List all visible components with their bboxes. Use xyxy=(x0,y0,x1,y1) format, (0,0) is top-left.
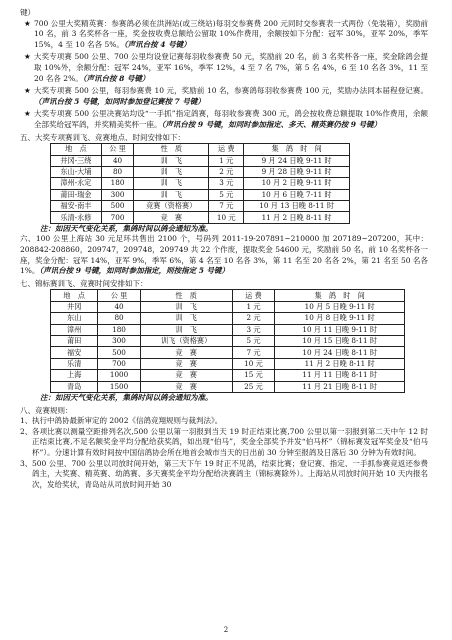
schedule-table-1 xyxy=(50,143,350,224)
table-row xyxy=(51,335,405,346)
table-cell: 10 月 13 日晚 8-11 时 xyxy=(244,201,350,212)
table-cell: 井冈 xyxy=(51,301,98,312)
table-cell: 11 月 2 日晚 8-11 时 xyxy=(244,212,350,223)
table-cell: 11 月 21 日晚 8-11 时 xyxy=(275,381,405,392)
table-cell: 莆田 xyxy=(51,335,98,346)
table-cell: 上海 xyxy=(51,370,98,381)
table-cell: 东山 xyxy=(51,313,98,324)
table-cell: 3 元 xyxy=(209,178,244,189)
table-cell: 5 元 xyxy=(209,189,244,200)
rule-text: 执行中鸽协最新审定的 2002《信鸽竞翔规则与裁判法》。 xyxy=(32,416,223,426)
table-cell: 训 飞 xyxy=(134,178,209,189)
item-note: （声讯台按 4 号键） xyxy=(123,39,191,49)
table-row xyxy=(51,212,350,223)
list-item xyxy=(20,19,428,51)
column-header: 运 费 xyxy=(209,144,244,155)
table-cell: 10 元 xyxy=(232,358,275,369)
table-cell: 40 xyxy=(101,155,133,166)
column-header: 运 费 xyxy=(232,290,275,301)
table-cell: 1500 xyxy=(98,381,140,392)
table-cell: 700 xyxy=(98,358,140,369)
rule-text: 各项比赛以测量空距排列名次,500 公里以第一羽报到当天 19 时正结束比赛,700 公里以第一羽报到第二天中午 12 时正结束比赛,不足名额奖金平均分配给获奖鸽，如出现“伯马”，奖金全部奖予并发“伯马杯”（锦标赛发冠军奖金及“伯马杯”）。分速计算有效时间按中国信鸽协会所在地首会城市当天的日出前 30 分钟至报鸽及日落后 30 分钟为有效时间。 xyxy=(32,426,428,457)
table-row xyxy=(51,166,350,177)
table-cell: 2 元 xyxy=(209,166,244,177)
table-cell: 11 月 11 日晚 8-11 时 xyxy=(275,370,405,381)
table-row xyxy=(51,301,405,312)
table-cell: 训 飞 xyxy=(140,324,232,335)
table-cell: 1 元 xyxy=(209,155,244,166)
rule-item xyxy=(20,459,428,491)
table-cell: 9 月 24 日晚 9-11 时 xyxy=(244,155,350,166)
item-text: 大奖专项赛 500 公里决赛站均设“一手抓”指定鸽赛，每羽收参赛费 300 元，鸽会按收费总额提取 10%作费用，余额全部奖给冠军鸽，并奖精美奖杯一座。 xyxy=(34,109,428,129)
table-row xyxy=(51,201,350,212)
table-cell: 竞 赛 xyxy=(140,381,232,392)
table-cell: 乐清 xyxy=(51,358,98,369)
star-bullet-icon: ★ xyxy=(24,52,31,62)
table-cell: 300 xyxy=(101,189,133,200)
table-header-row xyxy=(51,290,405,301)
table-cell: 训 飞 xyxy=(140,313,232,324)
table-cell: 3 元 xyxy=(232,324,275,335)
table-cell: 福安-南丰 xyxy=(51,201,102,212)
table-cell: 东山-大埔 xyxy=(51,166,102,177)
table-row xyxy=(51,347,405,358)
table-cell: 井冈-三绕 xyxy=(51,155,102,166)
table-cell: 5 元 xyxy=(232,335,275,346)
table-cell: 训 飞 xyxy=(140,301,232,312)
table-cell: 竞 赛 xyxy=(134,212,209,223)
table-cell: 漳州 xyxy=(51,324,98,335)
table-cell: 80 xyxy=(101,166,133,177)
table-2-note: 注：如因天气变化关系，集鸽时间以鸽会通知为准。 xyxy=(40,392,213,402)
section-7-title: 七、锦标赛训飞、竞赛时间安排如下： xyxy=(20,278,148,288)
list-item xyxy=(20,86,428,107)
column-header: 公 里 xyxy=(101,144,133,155)
section-6-note: （声讯台按 9 号键，如同时参加指定，则按指定 5 号键） xyxy=(39,266,230,276)
table-cell: 500 xyxy=(101,201,133,212)
table-cell: 训飞（资格赛） xyxy=(140,335,232,346)
table-cell: 竞 赛 xyxy=(140,358,232,369)
item-note: （声讯台按 5 号键，如同时参加登记赛按 7 号键） xyxy=(34,96,205,106)
column-header: 性 质 xyxy=(140,290,232,301)
continuation-line: 键） xyxy=(20,8,35,17)
star-bullet-icon: ★ xyxy=(24,18,31,28)
section-6 xyxy=(20,234,428,276)
table-cell: 10 月 11 日晚 9-11 时 xyxy=(275,324,405,335)
section-5-title: 五、大奖专项赛训飞、竞赛地点、时间安排如下： xyxy=(20,132,185,142)
column-header: 地 点 xyxy=(51,290,98,301)
table-cell: 2 元 xyxy=(232,313,275,324)
table-cell: 10 月 15 日晚 8-11 时 xyxy=(275,335,405,346)
rule-item xyxy=(20,416,428,427)
rule-number: 1、 xyxy=(20,416,33,426)
table-row xyxy=(51,358,405,369)
table-cell: 700 xyxy=(101,212,133,223)
table-cell: 福安 xyxy=(51,347,98,358)
list-item xyxy=(20,109,428,130)
item-note: （声讯台按 8 号键） xyxy=(82,73,150,83)
table-cell: 80 xyxy=(98,313,140,324)
table-cell: 乐清-永修 xyxy=(51,212,102,223)
star-bullet-icon: ★ xyxy=(24,109,31,119)
section-8-title: 八、竞赛规则： xyxy=(20,405,73,415)
table-cell: 训 飞 xyxy=(134,166,209,177)
table-cell: 180 xyxy=(101,178,133,189)
rule-text: 500 公里、700 公里以司放时间开始，第三天下午 19 时正不见鸽，结束比赛；登记赛、指定、一手抓参赛竞返还参费鸽主，大奖赛、精英赛、幼鸽赛、多天赛奖金平均分配给决赛鸽主（锦标赛除外）。上海站从司放时间开始 10 天内报名次，发给奖状，青岛站从司放时间开始 30 xyxy=(32,458,428,489)
table-cell: 竞 赛 xyxy=(140,347,232,358)
star-bullet-icon: ★ xyxy=(24,86,31,96)
item-text: 大奖专项赛 500 公里、700 公里均设登记赛每羽收参赛费 50 元，奖励前 20 名，前 3 名奖杯各一座，奖金除鸽会提取 10%外，余额分配：冠军 24%，亚军 16%，季军 12%，4 至 7 名 7%，第 5 名 4%，6 至 10 名各 3%，11 至 20 名各 2%。 xyxy=(34,52,428,83)
column-header: 公 里 xyxy=(98,290,140,301)
table-cell: 9 月 28 日晚 9-11 时 xyxy=(244,166,350,177)
table-row xyxy=(51,370,405,381)
table-cell: 青岛 xyxy=(51,381,98,392)
column-header: 集 鸽 时 间 xyxy=(275,290,405,301)
table-cell: 7 元 xyxy=(209,201,244,212)
table-cell: 500 xyxy=(98,347,140,358)
rule-item xyxy=(20,427,428,459)
rule-number: 2、 xyxy=(20,426,33,436)
page-number: 2 xyxy=(223,626,229,634)
schedule-table-2 xyxy=(50,289,405,393)
table-cell: 1000 xyxy=(98,370,140,381)
item-text: 700 公里大奖精英赛：参赛鸽必须在洪洲站(或三绕站)每羽交参赛费 200 元同时交参赛表一式两份（免装箱），奖励前 10 名，前 3 名奖杯各一座，奖金按收费总额给公留取 10%作费用，余额按如下分配：冠军 30%，亚军 20%，季军 15%，4 至 10 名各 5%。 xyxy=(34,18,428,49)
column-header: 集 鸽 时 间 xyxy=(244,144,350,155)
table-cell: 莆田-瑞金 xyxy=(51,189,102,200)
table-cell: 10 月 2 日晚 9-11 时 xyxy=(244,178,350,189)
rule-number: 3、 xyxy=(20,458,33,468)
table-cell: 40 xyxy=(98,301,140,312)
table-row xyxy=(51,381,405,392)
table-cell: 10 月 8 日晚 9-11 时 xyxy=(275,313,405,324)
table-cell: 训 飞 xyxy=(134,189,209,200)
table-1-note: 注：如因天气变化关系，集鸽时间以鸽会通知为准。 xyxy=(40,223,213,233)
table-cell: 15 元 xyxy=(232,370,275,381)
column-header: 性 质 xyxy=(134,144,209,155)
item-note: （声讯台按 9 号键，如同时参加指定、多天、精英赛仍按 9 号键） xyxy=(161,119,382,129)
column-header: 地 点 xyxy=(51,144,102,155)
table-cell: 300 xyxy=(98,335,140,346)
table-cell: 漳州-永定 xyxy=(51,178,102,189)
table-row xyxy=(51,324,405,335)
table-cell: 10 月 24 日晚 8-11 时 xyxy=(275,347,405,358)
table-cell: 11 月 2 日晚 8-11 时 xyxy=(275,358,405,369)
table-header-row xyxy=(51,144,350,155)
table-cell: 10 月 5 日晚 9-11 时 xyxy=(275,301,405,312)
table-row xyxy=(51,313,405,324)
table-cell: 1 元 xyxy=(232,301,275,312)
table-row xyxy=(51,189,350,200)
list-item xyxy=(20,52,428,84)
section-6-text: 六、100 公里上海站 30 元足环共售出 2100 个，号码列 2011-19-207891~210000 加 207189~207200，其中：208842-208860，209747，209748，209749 共 22 个作废，提取奖金 54600 元，奖励前 50 名，前 10 名奖杯各一座，奖金分配：冠军 14%，亚军 9%，季军 6%，第 4 名至 10 名各 3%，第 11 名至 20 名各 2%，第 21 名至 50 名各 1%。 xyxy=(20,234,428,276)
table-cell: 7 元 xyxy=(232,347,275,358)
table-cell: 竞赛（资格赛） xyxy=(134,201,209,212)
table-cell: 25 元 xyxy=(232,381,275,392)
table-cell: 竞 赛 xyxy=(140,370,232,381)
item-text: 大奖专项赛 500 公里，每羽参赛费 10 元，奖励前 10 名，参赛鸽每羽收参赛费 100 元，奖励办法同本届程登记赛。 xyxy=(34,86,428,96)
table-row xyxy=(51,178,350,189)
table-cell: 180 xyxy=(98,324,140,335)
table-cell: 10 元 xyxy=(209,212,244,223)
table-row xyxy=(51,155,350,166)
table-cell: 10 月 6 日晚 7-11 时 xyxy=(244,189,350,200)
table-cell: 训 飞 xyxy=(134,155,209,166)
